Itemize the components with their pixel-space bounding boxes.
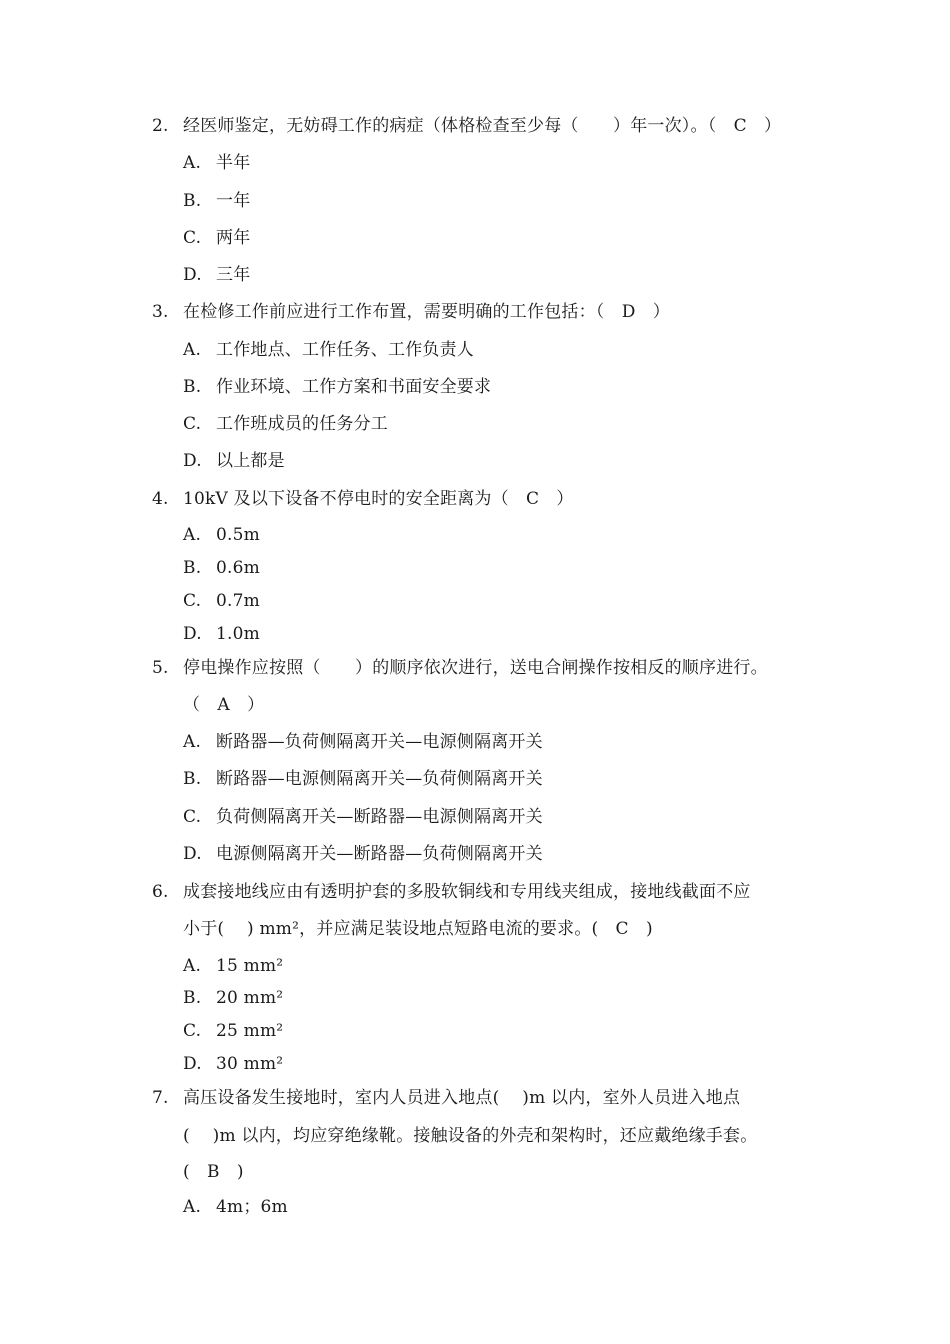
option-letter: A. xyxy=(183,340,202,360)
option-letter: B. xyxy=(183,377,202,397)
option-letter: A. xyxy=(183,153,202,173)
option-letter: C. xyxy=(183,591,202,611)
question-text: 在检修工作前应进行工作布置，需要明确的工作包括：（ D ） xyxy=(183,302,670,322)
option-text: 工作班成员的任务分工 xyxy=(216,414,388,434)
question-text-continued: 小于( ) mm²，并应满足装设地点短路电流的要求。( C ) xyxy=(183,919,653,939)
question-text: 经医师鉴定，无妨碍工作的病症（体格检查至少每（ ）年一次）。（ C ） xyxy=(183,116,782,136)
option-letter: C. xyxy=(183,807,202,827)
question-number: 4. xyxy=(152,489,169,509)
question-text: 10kV 及以下设备不停电时的安全距离为（ C ） xyxy=(183,489,574,509)
option-letter: D. xyxy=(183,1054,202,1074)
option-text: 两年 xyxy=(216,228,251,248)
option-text: 以上都是 xyxy=(216,451,285,471)
option-text: 断路器—电源侧隔离开关—负荷侧隔离开关 xyxy=(216,769,543,789)
question-number: 2. xyxy=(152,116,169,136)
option-text: 0.7m xyxy=(216,591,260,611)
option-letter: B. xyxy=(183,191,202,211)
question-text: 停电操作应按照（ ）的顺序依次进行，送电合闸操作按相反的顺序进行。 xyxy=(183,658,768,678)
option-text: 工作地点、工作任务、工作负责人 xyxy=(216,340,474,360)
option-text: 电源侧隔离开关—断路器—负荷侧隔离开关 xyxy=(216,844,543,864)
option-letter: A. xyxy=(183,956,202,976)
option-text: 0.6m xyxy=(216,558,260,578)
question-number: 3. xyxy=(152,302,169,322)
option-letter: B. xyxy=(183,988,202,1008)
question-text: 成套接地线应由有透明护套的多股软铜线和专用线夹组成，接地线截面不应 xyxy=(183,882,751,902)
option-letter: D. xyxy=(183,451,202,471)
option-letter: C. xyxy=(183,414,202,434)
option-letter: A. xyxy=(183,1197,202,1217)
option-letter: B. xyxy=(183,769,202,789)
option-text: 30 mm² xyxy=(216,1054,284,1074)
option-text: 半年 xyxy=(216,153,251,173)
question-text-continued: ( )m 以内，均应穿绝缘靴。接触设备的外壳和架构时，还应戴绝缘手套。 xyxy=(183,1126,758,1146)
question-text: 高压设备发生接地时，室内人员进入地点( )m 以内，室外人员进入地点 xyxy=(183,1088,741,1108)
option-text: 三年 xyxy=(216,265,251,285)
question-number: 6. xyxy=(152,882,169,902)
option-text: 作业环境、工作方案和书面安全要求 xyxy=(216,377,492,397)
option-text: 一年 xyxy=(216,191,251,211)
option-text: 1.0m xyxy=(216,624,260,644)
option-letter: D. xyxy=(183,844,202,864)
option-letter: A. xyxy=(183,525,202,545)
option-letter: C. xyxy=(183,1021,202,1041)
question-number: 5. xyxy=(152,658,169,678)
option-letter: D. xyxy=(183,624,202,644)
option-text: 20 mm² xyxy=(216,988,284,1008)
option-text: 0.5m xyxy=(216,525,260,545)
question-text-continued: ( B ) xyxy=(183,1162,244,1182)
question-number: 7. xyxy=(152,1088,169,1108)
option-letter: A. xyxy=(183,732,202,752)
question-text-continued: （ A ） xyxy=(183,695,265,715)
option-letter: B. xyxy=(183,558,202,578)
option-text: 15 mm² xyxy=(216,956,284,976)
option-text: 负荷侧隔离开关—断路器—电源侧隔离开关 xyxy=(216,807,543,827)
option-letter: D. xyxy=(183,265,202,285)
option-letter: C. xyxy=(183,228,202,248)
option-text: 断路器—负荷侧隔离开关—电源侧隔离开关 xyxy=(216,732,543,752)
option-text: 4m；6m xyxy=(216,1197,288,1217)
option-text: 25 mm² xyxy=(216,1021,284,1041)
